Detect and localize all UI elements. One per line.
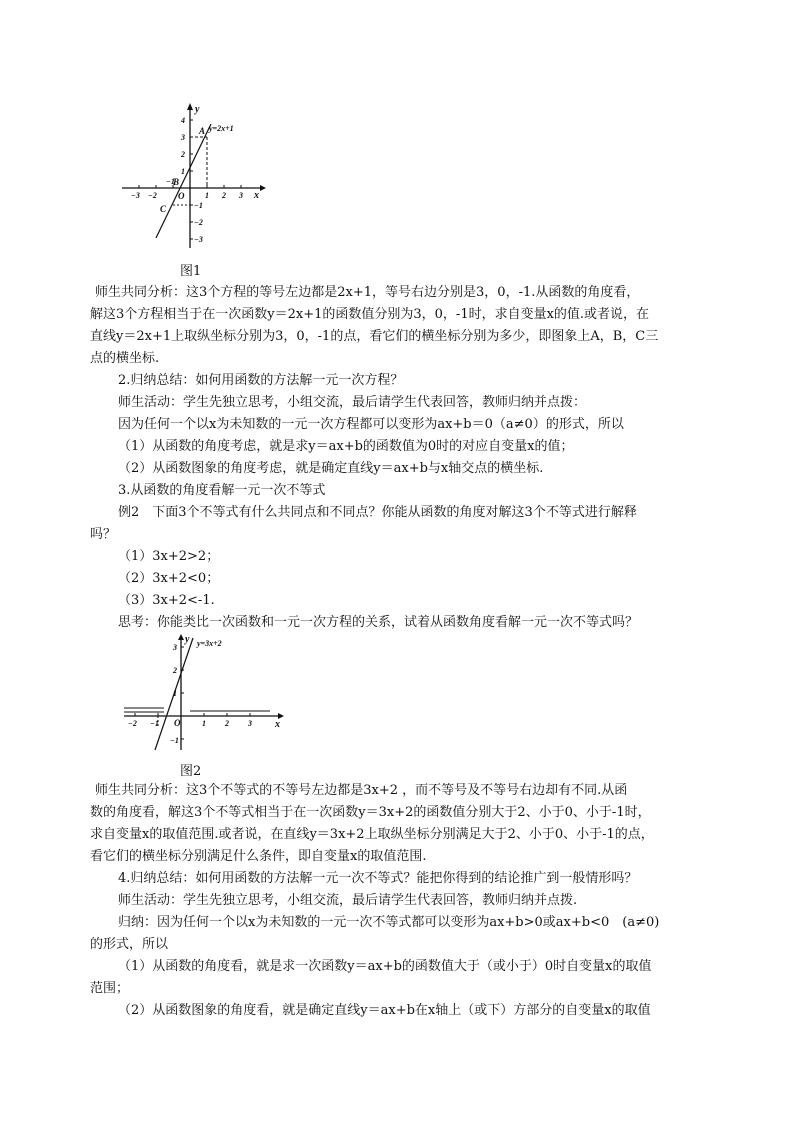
- fig1-line-label: y=2x+1: [209, 124, 234, 133]
- fig2-ytick: −1: [170, 736, 179, 745]
- paragraph-line: （2）从函数图象的角度看，就是确定直线y＝ax+b在x轴上（或下）方部分的自变量x的取值: [118, 1003, 651, 1018]
- fig2-xtick: 1: [202, 719, 206, 728]
- fig1-ytick: 3: [181, 133, 185, 142]
- paragraph-line: 例2 下面3个不等式有什么共同点和不同点？你能从函数的角度对解这3个不等式进行解释: [118, 505, 637, 520]
- fig2-xtick: 3: [248, 719, 252, 728]
- fig2-origin-label: O: [174, 718, 181, 728]
- fig1-point-b: B: [173, 177, 180, 187]
- fig1-point-a: A: [199, 126, 206, 136]
- paragraph-line: 直线y＝2x+1上取纵坐标分别为3，0，-1的点，看它们的横坐标分别为多少，即图象上A，B，C三: [90, 329, 659, 344]
- fig1-xtick: 2: [222, 191, 226, 200]
- fig2-xtick: −2: [128, 719, 137, 728]
- paragraph-line: （1）从函数的角度看，就是求一次函数y＝ax+b的函数值大于（或小于）0时自变量x的取值: [118, 959, 652, 974]
- figure-1-svg: [118, 100, 268, 252]
- inequality-item: （3）3x+2<-1.: [118, 593, 215, 608]
- paragraph-line: （1）从函数的角度考虑，就是求y＝ax+b的函数值为0时的对应自变量x的值；: [118, 439, 574, 454]
- figure-1-graph: [118, 100, 268, 252]
- fig1-ytick: 4: [181, 116, 185, 125]
- paragraph-line: 因为任何一个以x为未知数的一元一次方程都可以变形为ax+b＝0（a≠0）的形式，所以: [118, 417, 624, 432]
- fig2-line-label: y=3x+2: [197, 639, 222, 648]
- paragraph-line: 师生活动：学生先独立思考，小组交流，最后请学生代表回答，教师归纳并点拨.: [118, 893, 578, 908]
- fig2-ytick: 3: [173, 643, 177, 652]
- fig1-y-axis-label: y: [195, 104, 200, 115]
- paragraph-line: 范围；: [90, 981, 130, 996]
- fig1-ytick: −3: [194, 235, 203, 244]
- paragraph-line: 的形式，所以: [90, 937, 169, 952]
- fig1-x-axis-label: x: [254, 190, 259, 201]
- fig1-xtick: −2: [148, 191, 157, 200]
- paragraph-line: 师生共同分析：这3个方程的等号左边都是2x+1，等号右边分别是3，0，-1.从函数的角度看，: [95, 285, 640, 300]
- fig2-ytick: 1: [173, 689, 177, 698]
- fig2-x-axis-label: x: [275, 719, 280, 730]
- paragraph-line: 数的角度看，解这3个不等式相当于在一次函数y＝3x+2的函数值分别大于2、小于0、小于-1时，: [90, 805, 651, 820]
- paragraph-line: 看它们的横坐标分别满足什么条件，即自变量x的取值范围.: [90, 849, 427, 864]
- paragraph-line: 求自变量x的取值范围.或者说，在直线y＝3x+2上取纵坐标分别满足大于2、小于0、小于-1的点，: [90, 827, 654, 842]
- figure-2-graph: [120, 632, 288, 754]
- fig2-xtick: 2: [225, 719, 229, 728]
- fig1-ytick: 1: [181, 167, 185, 176]
- fig1-ytick: −2: [194, 218, 203, 227]
- inequality-item: （1）3x+2>2；: [118, 549, 220, 564]
- paragraph-line: 归纳：因为任何一个以x为未知数的一元一次不等式都可以变形为ax+b>0或ax+b<0 (a≠0): [118, 915, 660, 930]
- fig1-ytick: 2: [181, 150, 185, 159]
- paragraph-line: 思考：你能类比一次函数和一元一次方程的关系，试着从函数角度看解一元一次不等式吗？: [118, 615, 639, 630]
- fig1-ytick: −1: [194, 201, 203, 210]
- paragraph-line: 吗？: [90, 527, 117, 542]
- fig1-xtick: 1: [205, 191, 209, 200]
- fig1-xtick: −3: [131, 191, 140, 200]
- paragraph-line: 解这3个方程相当于在一次函数y＝2x+1的函数值分别为3，0，-1时，求自变量x的值.或者说，在: [90, 307, 650, 322]
- figure-1-caption: 图1: [180, 264, 202, 279]
- fig2-xtick: −1: [150, 719, 159, 728]
- paragraph-line: 点的横坐标.: [90, 351, 160, 366]
- fig1-xtick: 3: [239, 191, 243, 200]
- paragraph-line: 师生活动：学生先独立思考，小组交流，最后请学生代表回答，教师归纳并点拨：: [118, 395, 587, 410]
- section-heading: 4.归纳总结：如何用函数的方法解一元一次不等式？能把你得到的结论推广到一般情形吗？: [118, 871, 638, 886]
- inequality-item: （2）3x+2<0；: [118, 571, 220, 586]
- paragraph-line: 师生共同分析：这3个不等式的不等号左边都是3x+2 ，而不等号及不等号右边却有不同.从函: [95, 783, 628, 798]
- fig2-ytick: 2: [173, 666, 177, 675]
- section-heading: 2.归纳总结：如何用函数的方法解一元一次方程？: [118, 373, 404, 388]
- paragraph-line: （2）从函数图象的角度考虑，就是确定直线y＝ax+b与x轴交点的横坐标.: [118, 461, 544, 476]
- fig1-xtick: −1: [166, 177, 175, 186]
- fig1-origin-label: O: [178, 191, 185, 201]
- figure-2-caption: 图2: [180, 764, 202, 779]
- fig1-point-c: C: [160, 204, 167, 214]
- fig2-y-axis-label: y: [185, 634, 190, 645]
- figure-2-svg: [120, 632, 288, 754]
- section-heading: 3.从函数的角度看解一元一次不等式: [118, 483, 326, 498]
